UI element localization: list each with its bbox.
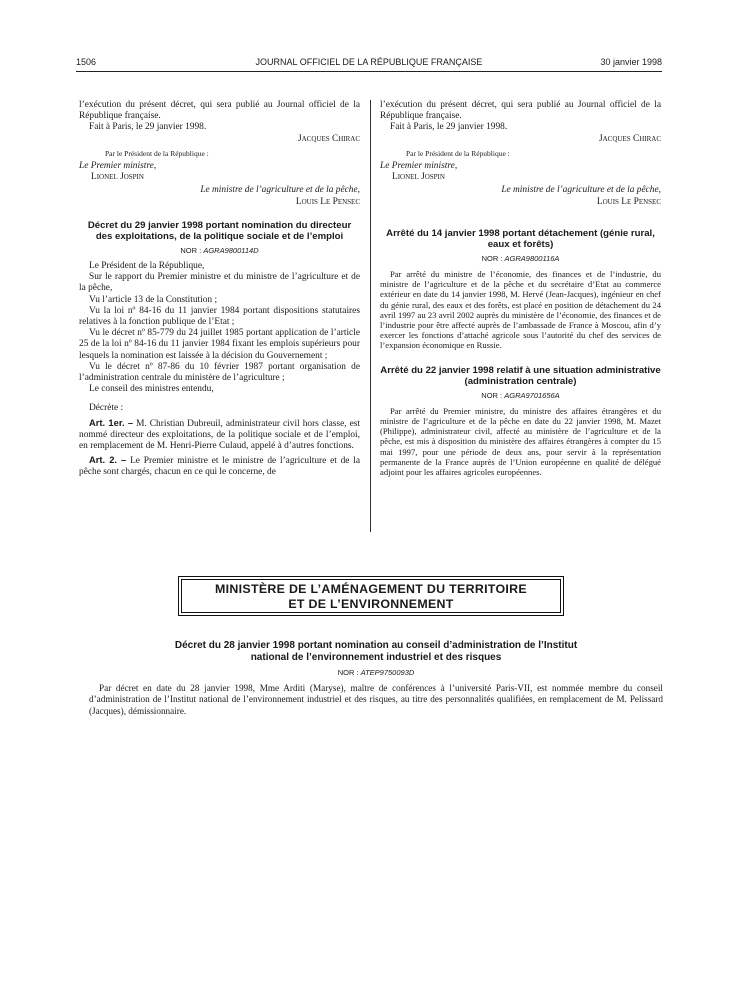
president-signature: Jacques Chirac [297, 133, 360, 144]
decrete-label: Décrète : [89, 403, 124, 414]
left-column [79, 100, 360, 479]
decree-title: Décret du 28 janvier 1998 portant nomination au conseil d’administration de l’Institut national de l’environnement industriel et des risques [174, 640, 578, 663]
article-1: Art. 1er. – M. Christian Dubreuil, administrateur civil hors classe, est nommé directeur des exploitations, de la politique sociale et de l’emploi, en remplacement de M. Henri-Pierre Culaud, appelé à d’autres fonctions. [79, 416, 361, 452]
body-line: Vu le décret nº 87-86 du 10 février 1987 portant organisation de l’administration centrale du ministère de l’agriculture ; [79, 361, 360, 384]
right-column [380, 100, 661, 477]
minister-name: Louis Le Pensec [596, 196, 661, 207]
nor-reference: NOR : AGRA9800116A [481, 253, 560, 263]
body-line: Vu le décret nº 85-779 du 24 juillet 1985 portant application de l’article 25 de la loi nº 84-16 du 11 janvier 1984 fixant les emplois supérieurs pour lesquels la nomination est laissée à la décision du Gouvernement ; [79, 328, 360, 361]
ministry-line-2: ET DE L’ENVIRONNEMENT [288, 597, 454, 611]
column-divider [370, 100, 371, 532]
fait-line: Fait à Paris, le 29 janvier 1998. [390, 122, 508, 133]
journal-title: JOURNAL OFFICIEL DE LA RÉPUBLIQUE FRANÇAISE [255, 57, 483, 67]
arrete-body: Par arrêté du ministre de l’économie, des finances et de l’industrie, du ministre de l’agriculture et de la pêche et du secrétaire d’Etat au commerce extérieur en date du 14 janvier 1998, M. Hervé (Jean-Jacques), ingénieur en chef du génie rural, des eaux et des forêts, est placé en position de détachement du 24 avril 1997 au 23 avril 2002 auprès du ministère de l’économie, des finances et de l’industrie pour être affecté auprès de l’ambassade de France à Moscou, afin d’y exercer les fonctions d’attaché agricole sous l’autorité du chef des services de l’expansion économique en Russie. [380, 269, 661, 351]
arrete-title: Arrêté du 14 janvier 1998 portant détachement (génie rural, eaux et forêts) [386, 227, 655, 250]
page-number: 1506 [76, 57, 97, 67]
closing-paragraph: l’exécution du présent décret, qui sera publié au Journal officiel de la République française. [79, 100, 360, 122]
arrete-body: Par arrêté du Premier ministre, du ministre des affaires étrangères et du ministre de l’agriculture et de la pêche en date du 22 janvier 1998, M. Mazet (Philippe), administrateur civil, affecté au ministère de l’agriculture et de la pêche, est mis à disposition du ministère des affaires étrangères à compter du 15 mai 1997, pour une période de deux ans, pour servir à la représentation permanente de la France auprès de l’Union européenne en qualité de délégué adjoint pour les affaires agricoles européennes. [380, 405, 661, 478]
fait-line: Fait à Paris, le 29 janvier 1998. [89, 122, 207, 133]
bottom-section [89, 640, 663, 717]
issue-date: 30 janvier 1998 [600, 57, 662, 67]
prime-minister-name: Lionel Jospin [91, 172, 144, 183]
page-header [76, 57, 662, 71]
body-line: Vu la loi nº 84-16 du 11 janvier 1984 portant dispositions statutaires relatives à la fonction publique de l’Etat ; [79, 305, 360, 328]
par-le-president: Par le Président de la République : [105, 148, 209, 158]
minister-name: Louis Le Pensec [295, 196, 360, 207]
body-line: Le conseil des ministres entendu, [89, 384, 214, 395]
prime-minister-label: Le Premier ministre, [79, 161, 157, 172]
par-le-president: Par le Président de la République : [406, 148, 510, 158]
nor-reference: NOR : AGRA9701656A [481, 390, 560, 400]
decree-body [79, 261, 360, 395]
nor-reference: NOR : AGRA9800114D [180, 245, 259, 255]
body-line: Vu l’article 13 de la Constitution ; [89, 294, 218, 305]
article-2: Art. 2. – Le Premier ministre et le ministre de l’agriculture et de la pêche sont chargés, chacun en ce qui le concerne, de [79, 454, 361, 478]
president-signature: Jacques Chirac [598, 133, 661, 144]
body-line: Le Président de la République, [89, 261, 205, 272]
ministry-banner [178, 576, 564, 616]
ministry-line-1: MINISTÈRE DE L’AMÉNAGEMENT DU TERRITOIRE [215, 582, 527, 596]
minister-label: Le ministre de l’agriculture et de la pêche, [501, 185, 661, 196]
minister-label: Le ministre de l’agriculture et de la pêche, [200, 185, 360, 196]
body-line: Sur le rapport du Premier ministre et du ministre de l’agriculture et de la pêche, [79, 272, 360, 294]
prime-minister-label: Le Premier ministre, [380, 161, 458, 172]
nor-reference: NOR : ATEP9750093D [337, 668, 415, 677]
arrete-title: Arrêté du 22 janvier 1998 relatif à une situation administrative (administration centrale) [380, 364, 661, 387]
decree-body: Par décret en date du 28 janvier 1998, Mme Arditi (Maryse), maître de conférences à l’université Paris-VII, est nommée membre du conseil d’administration de l’Institut national de l’environnement industriel et des risques, au titre des personnalités qualifiées, en remplacement de M. Pelissard (Jacques), démissionnaire. [89, 683, 663, 716]
closing-paragraph: l’exécution du présent décret, qui sera publié au Journal officiel de la République française. [380, 100, 661, 122]
decree-title: Décret du 29 janvier 1998 portant nomination du directeur des exploitations, de la politique sociale et de l’emploi [87, 219, 352, 242]
prime-minister-name: Lionel Jospin [392, 172, 445, 183]
header-rule [76, 71, 662, 72]
